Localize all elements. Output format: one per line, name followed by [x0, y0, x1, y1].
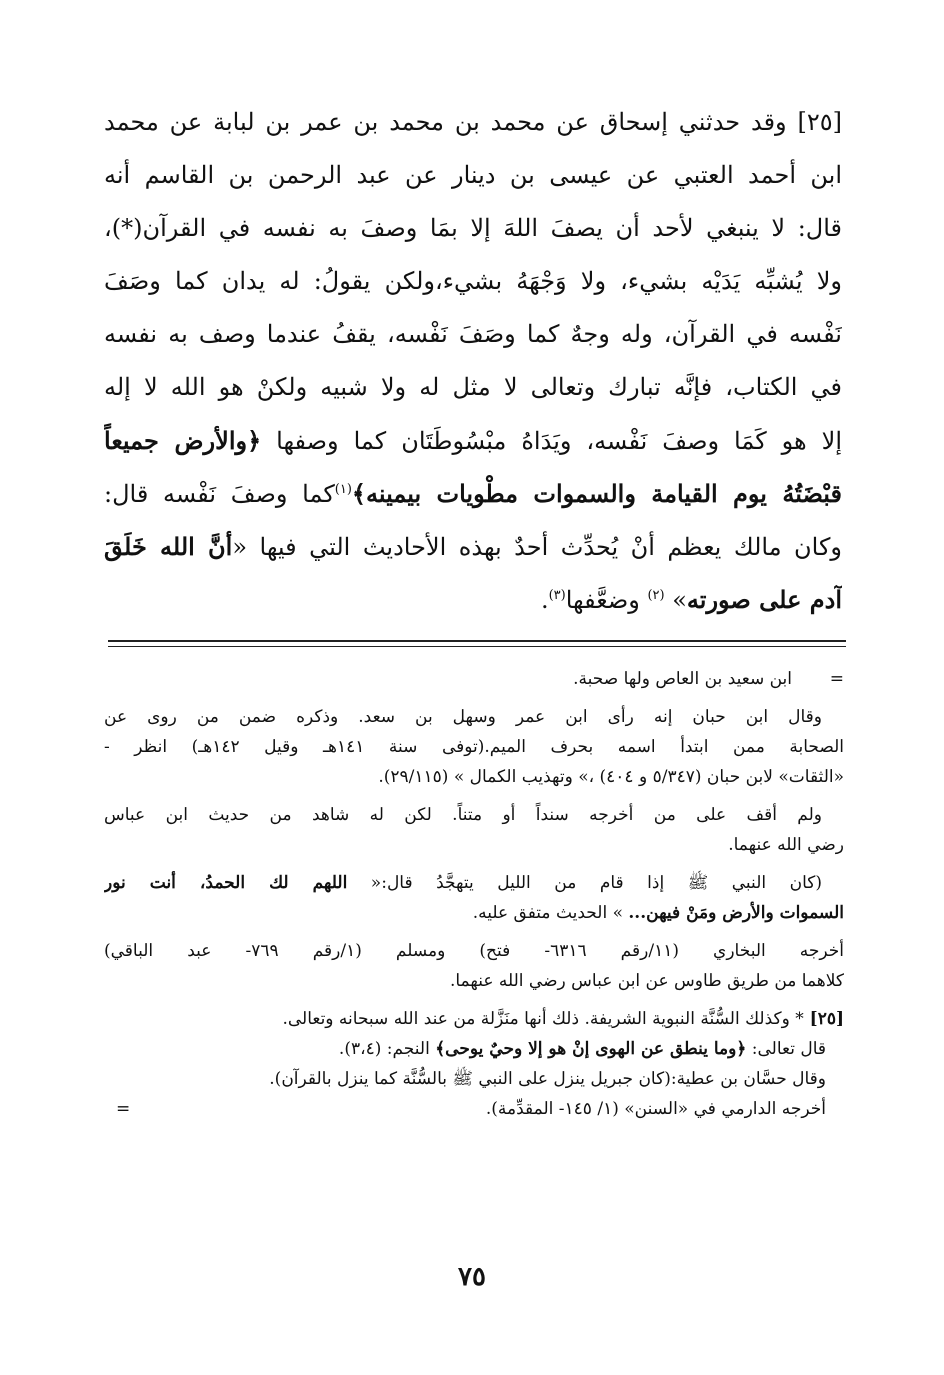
footnote-divider	[108, 646, 846, 647]
main-line: نَفْسه في القرآن، وله وجهٌ كما وصَفَ نَفْسه، يقفُ عندما وصف به نفسه	[104, 320, 842, 348]
footnote-line: وقال حسَّان بن عطية:(كان جبريل ينزل على النبي ﷺ بالسُّنَّة كما ينزل بالقرآن).	[269, 1069, 826, 1089]
main-line	[104, 467, 842, 520]
main-line: [٢٥] وقد حدثني إسحاق عن محمد بن محمد بن عمر بن لبابة عن محمد	[104, 108, 842, 136]
footnote-text: أخرجه الدارمي في «السنن» (١/ ١٤٥- المقدِّمة).	[485, 1099, 826, 1119]
hadith-text: السموات والأرض ومَنْ فيهن...	[628, 903, 844, 923]
main-line: ابن أحمد العتبي عن عيسى بن دينار عن عبد الرحمن بن القاسم أنه	[104, 161, 842, 189]
footnote-text: ابن سعيد بن العاص ولها صحبة.	[573, 669, 792, 689]
footnote-line	[104, 1034, 844, 1064]
main-line: ولا يُشبِّه يَدَيْه بشيء، ولا وَجْهَهُ بشيء،ولكن يقولُ: له يدان كما وصَفَ	[104, 267, 842, 295]
hadith-text: آدم على صورته	[686, 585, 842, 614]
continuation-mark: =	[116, 1099, 131, 1119]
footnote-line	[104, 868, 844, 898]
footnote-line: أخرجه البخاري (١١/رقم ٦٣١٦- فتح) ومسلم (١/رقم ٧٦٩- عبد الباقي)	[104, 941, 844, 961]
main-line	[104, 573, 842, 626]
footnote-label: [٢٥]	[803, 1009, 844, 1029]
footnote-ref: (٣)	[548, 588, 566, 603]
footnote-text: * وكذلك السُّنَّة النبوية الشريفة. ذلك أنها منَزَّلة من عند الله سبحانه وتعالى.	[282, 1009, 804, 1029]
footnote-text: قال تعالى:	[746, 1039, 826, 1059]
continuation-mark: =	[829, 669, 844, 689]
quran-verse: ﴿والأرض جميعاً	[104, 426, 262, 455]
main-line	[104, 520, 842, 573]
footnote-line: «الثقات» لابن حبان (٥/٣٤٧ و ٤٠٤) ،» وتهذيب الكمال » (٢٩/١١٥).	[378, 767, 844, 787]
footnote-line: ولم أقف على من أخرجه سنداً أو متناً. لكن له شاهد من حديث ابن عباس	[104, 805, 822, 825]
main-text	[104, 96, 842, 626]
main-text-plain: وكان مالك يعظم أنْ يُحدِّث أحدٌ بهذه الأحاديث التي فيها «	[232, 533, 842, 561]
main-line: قال: لا ينبغي لأحد أن يصفَ اللهَ إلا بمَا وصفَ به نفسه في القرآن(*)،	[104, 214, 842, 242]
quran-verse: ﴿وما ينطق عن الهوى إنْ هو إلا وحيٌ يوحى﴾	[435, 1039, 747, 1059]
footnote-line	[104, 664, 844, 694]
footnotes	[104, 664, 844, 1124]
main-line: في الكتاب، فإنَّه تبارك وتعالى لا مثل له ولا شبيه ولكنْ هو الله لا إله	[104, 373, 842, 401]
footnote-divider	[108, 640, 846, 642]
page-number: ٧٥	[458, 1262, 486, 1292]
main-line	[104, 414, 842, 467]
main-text-plain: إلا هو كَمَا وصفَ نَفْسه، ويَدَاهُ مبْسُوطَتَان كما وصفها	[261, 427, 842, 455]
footnote-text: » الحديث متفق عليه.	[472, 903, 629, 923]
footnote-line: رضي الله عنهما.	[728, 835, 844, 855]
main-text-plain: وضعَّفها	[565, 586, 648, 614]
footnote-line: كلاهما من طريق طاوس عن ابن عباس رضي الله عنهما.	[449, 971, 844, 991]
footnote-line	[104, 1094, 844, 1124]
footnote-line	[104, 1004, 844, 1034]
footnote-line	[104, 898, 844, 928]
footnote-line: وقال ابن حبان إنه رأى ابن عمر وسهل بن سعد. وذكره ضمن من روى عن	[104, 707, 822, 727]
footnote-text: النجم: (٣،٤).	[338, 1039, 436, 1059]
footnote-line: الصحابة ممن ابتدأ اسمه بحرف الميم.(توفى سنة ١٤١هـ وقيل ١٤٢هـ) انظر -	[104, 737, 844, 757]
footnote-ref: (١)	[334, 482, 352, 497]
main-text-plain: كما وصفَ نَفْسه قال:	[104, 480, 335, 508]
hadith-text: اللهم لك الحمدُ، أنت نور	[104, 873, 348, 893]
footnote-ref: (٢)	[647, 588, 665, 603]
quote-close: »	[664, 586, 687, 614]
quran-verse: قبْضَتُهُ يوم القيامة والسموات مطْويات بيمينه﴾	[351, 479, 842, 508]
hadith-text: أنَّ الله خَلَقَ	[104, 532, 233, 561]
period: .	[540, 586, 549, 614]
footnote-text: (كان النبي ﷺ إذا قام من الليل يتهجَّدُ قال:«	[347, 873, 822, 893]
